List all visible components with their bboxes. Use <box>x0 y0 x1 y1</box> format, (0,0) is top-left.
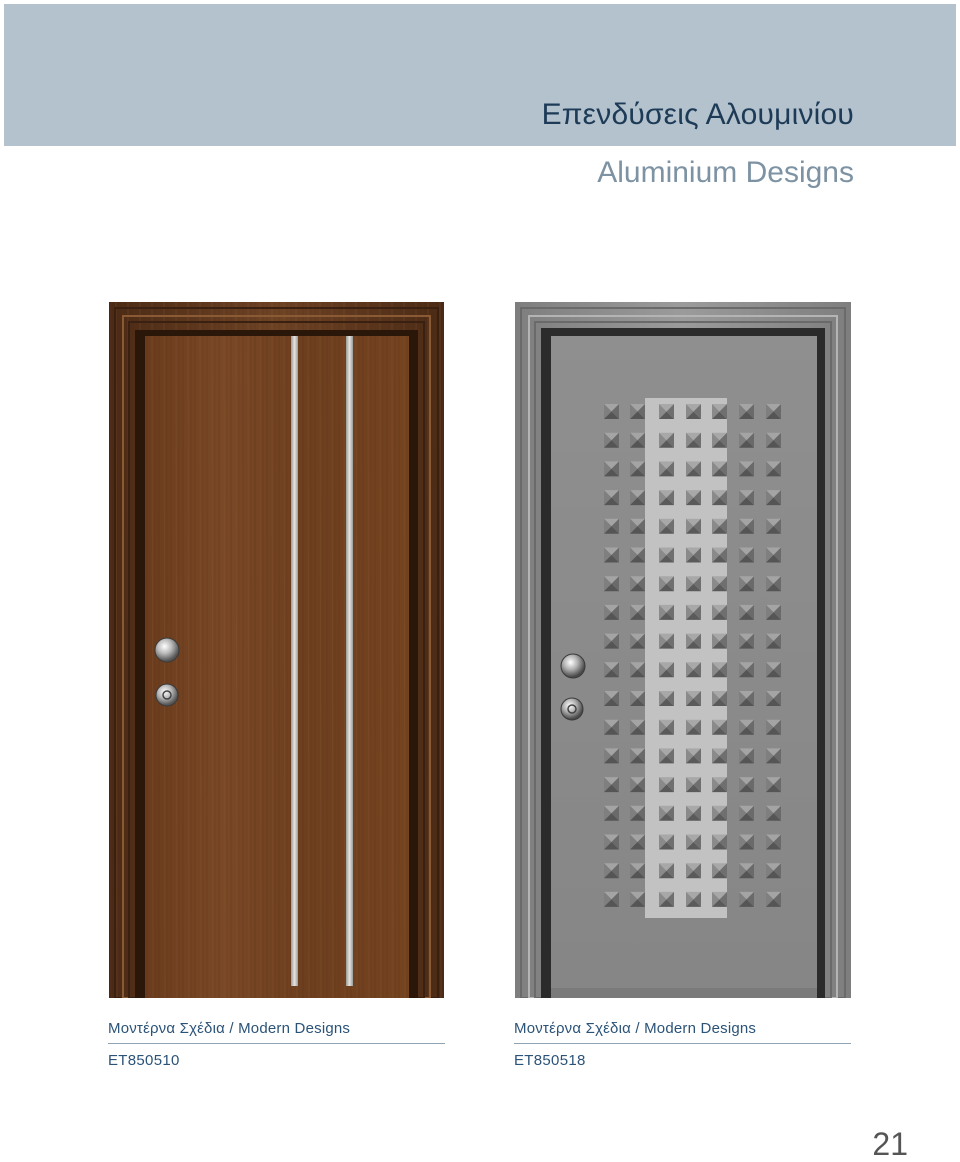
caption-et850510 <box>108 1020 445 1070</box>
page-title-english: Aluminium Designs <box>597 156 854 189</box>
product-code: ET850510 <box>108 1052 180 1069</box>
caption-et850518 <box>514 1020 851 1070</box>
caption-divider <box>514 1043 851 1044</box>
door-image-et850510 <box>109 302 444 998</box>
caption-title: Μοντέρνα Σχέδια / Modern Designs <box>514 1020 757 1037</box>
product-code: ET850518 <box>514 1052 586 1069</box>
caption-divider <box>108 1043 445 1044</box>
page-number: 21 <box>872 1126 908 1162</box>
caption-title: Μοντέρνα Σχέδια / Modern Designs <box>108 1020 351 1037</box>
door-image-et850518 <box>515 302 851 998</box>
page-title-greek: Επενδύσεις Αλουμινίου <box>541 98 854 131</box>
